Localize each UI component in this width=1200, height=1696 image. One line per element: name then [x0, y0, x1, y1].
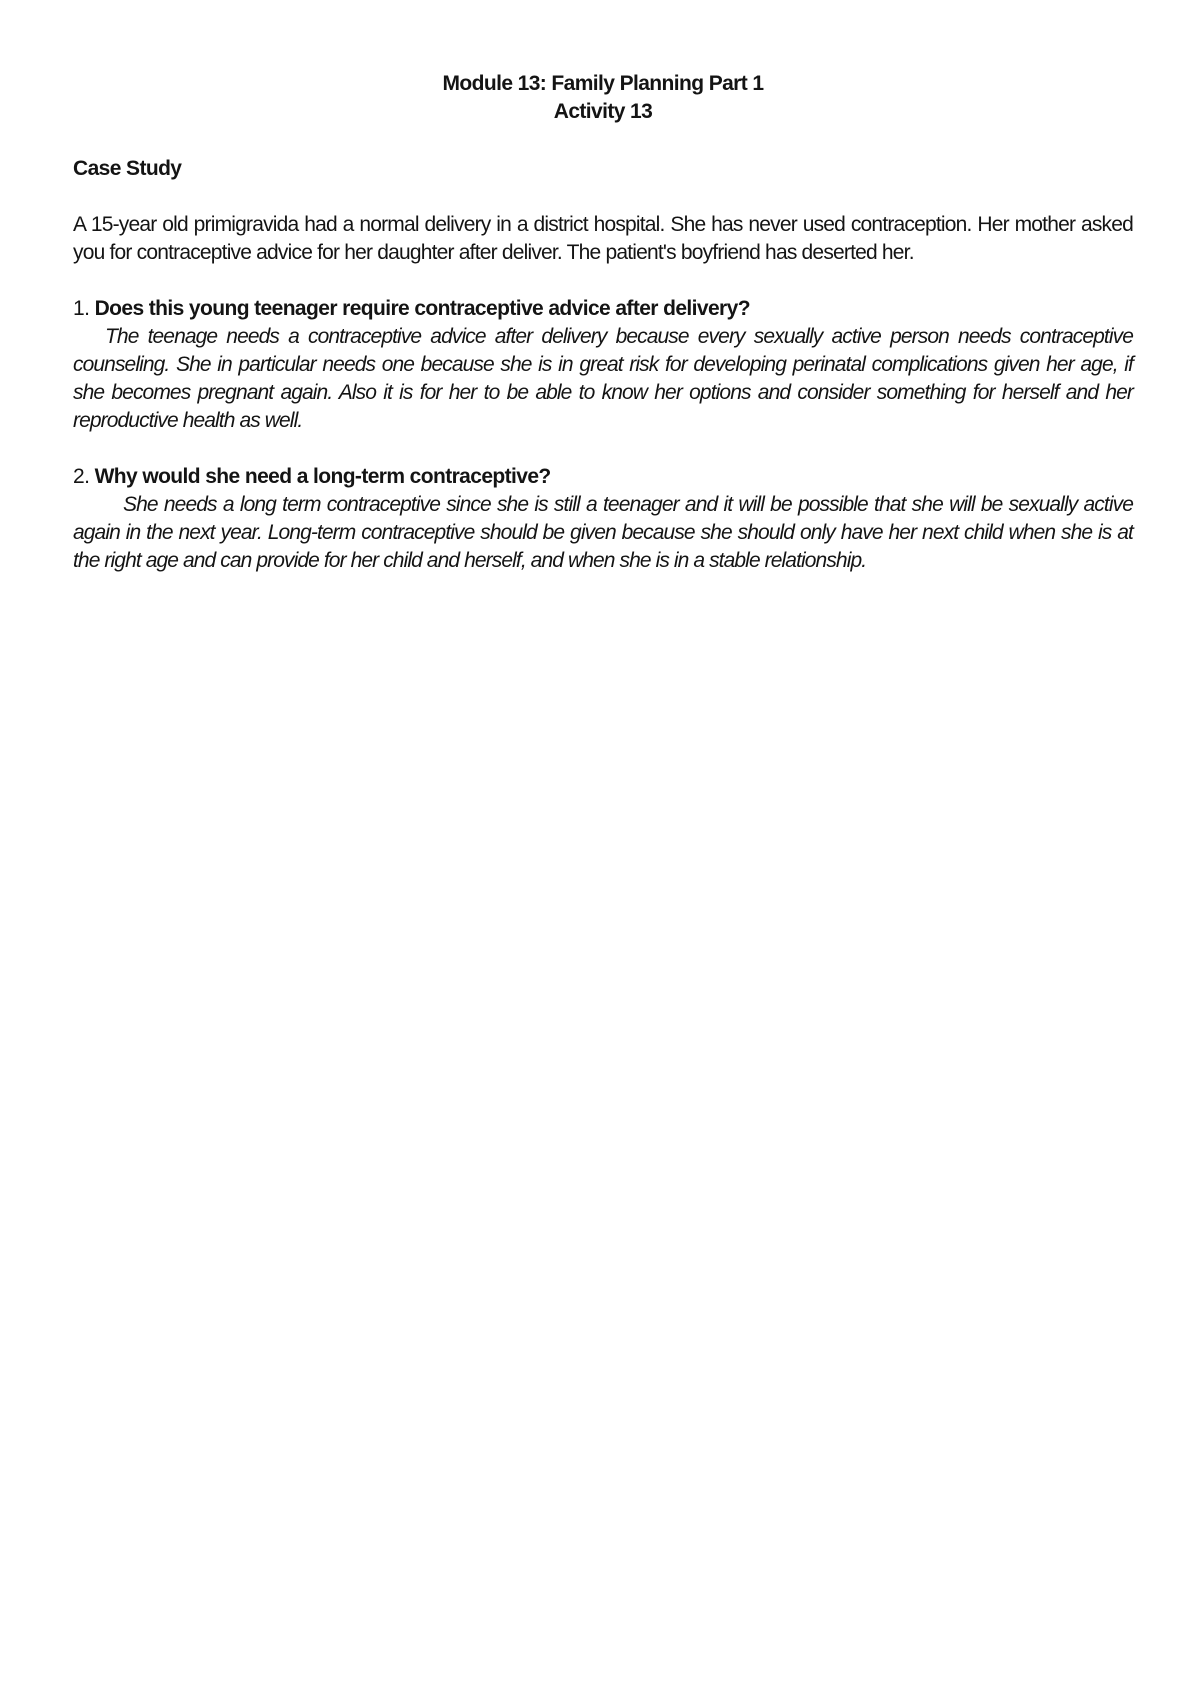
question-number: 2. [73, 465, 90, 488]
activity-title: Activity 13 [553, 100, 653, 123]
answer-2: She needs a long term contraceptive since she is still a teenager and it will be possible that she will be sexually active again in the next year. Long-term contraceptive should be given because she should only have her next child when she is at the right age and can provide for her child and herself, and when she is in a stable relationship. [73, 493, 1133, 572]
answer-1: The teenage needs a contraceptive advice after delivery because every sexually active person needs contraceptive counseling. She in particular needs one because she is in great risk for developing perinatal complications given her age, if she becomes pregnant again. Also it is for her to be able to know her options and consider something for herself and her reproductive health as well. [73, 325, 1133, 432]
document-title [73, 70, 1133, 126]
question-text: Does this young teenager require contraceptive advice after delivery? [94, 297, 750, 320]
question-1 [73, 295, 1133, 323]
case-description: A 15-year old primigravida had a normal delivery in a district hospital. She has never used contraception. Her mother asked you for contraceptive advice for her daughter after deliver. The patient's boyfriend has deserted her. [73, 213, 1133, 264]
question-number: 1. [73, 297, 90, 320]
question-text: Why would she need a long-term contraceptive? [94, 465, 551, 488]
question-2 [73, 463, 1133, 491]
question-item [73, 463, 1133, 575]
question-item [73, 295, 1133, 435]
case-study-heading: Case Study [73, 157, 182, 180]
document-page [73, 70, 1133, 575]
module-title: Module 13: Family Planning Part 1 [442, 72, 764, 95]
